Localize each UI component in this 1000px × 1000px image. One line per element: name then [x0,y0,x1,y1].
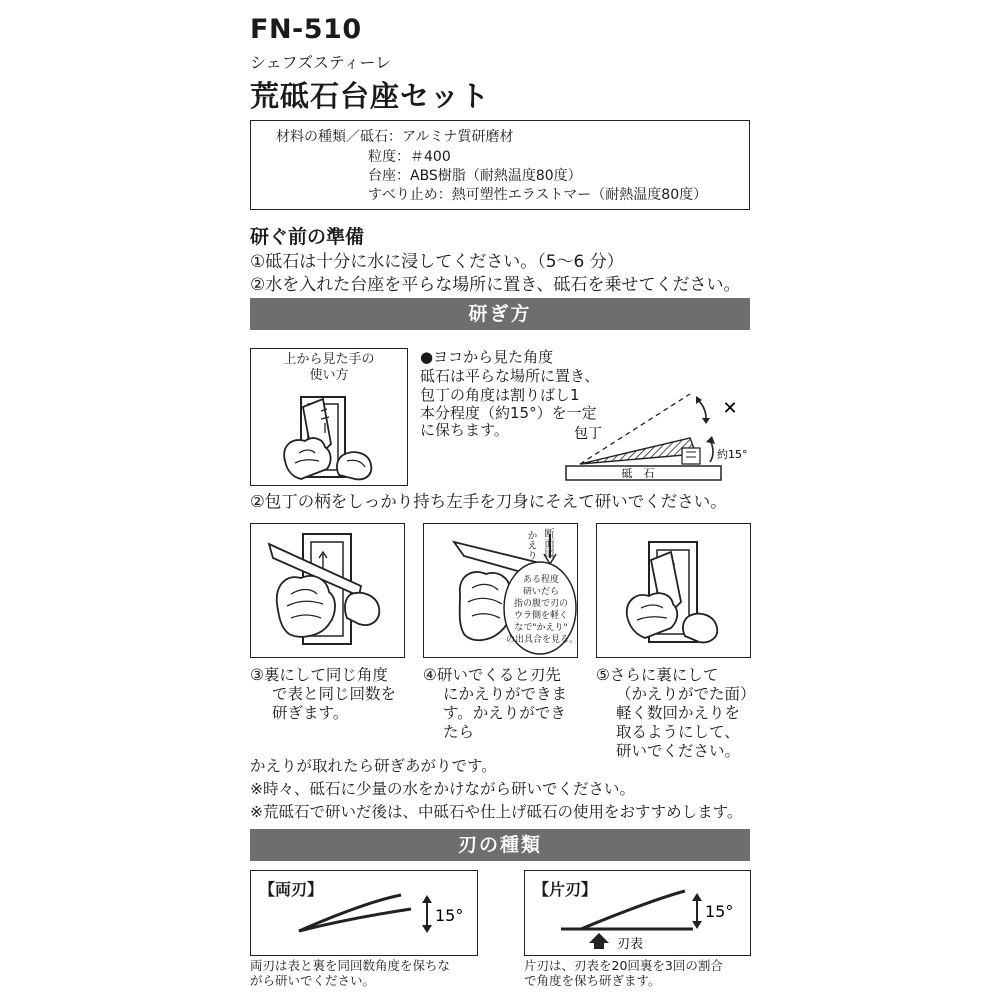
step-5-line-5: 研いでください。 [616,742,741,760]
top-view-illustration [250,348,408,486]
step-5-line-3: 軽く数回かえりを [616,704,741,722]
single-edge-desc [524,958,723,988]
side-angle-line-2: 包丁の角度は割りばし1 [420,386,580,404]
step-4-illustration [423,523,578,658]
single-edge-desc-1: 片刃は、刃表を20回裏を3回の割合 [524,958,723,973]
sharpen-step-4 [423,666,567,742]
cloud-line-3: 指の腹で刃の [513,599,568,609]
model-number: FN-510 [250,14,362,45]
top-view-caption-2: 使い方 [309,368,349,383]
step-4-line-3: す。かえりができ [443,704,566,722]
diagram-cross-mark: ✕ [722,398,738,419]
step-3-line-1: ③裏にして同じ角度 [250,666,388,684]
burr-label: かえり [525,530,536,560]
step-4-line-4: たら [443,723,475,741]
spec-grit: 粒度：＃400 [368,149,451,165]
single-edge-desc-2: で角度を保ち研ぎます。 [524,973,661,988]
series-name: シェフズスティーレ [250,53,392,72]
flip-knife-drawing [251,524,404,657]
prep-heading: 研ぐ前の準備 [250,226,365,248]
product-title: 荒砥石台座セット [250,79,491,113]
spec-base: 台座：ABS樹脂（耐熱温度80度） [368,168,582,184]
sharpen-step-2: ②包丁の柄をしっかり持ち左手を刀身にそえて研いでください。 [250,492,727,511]
step-4-line-1: ④研いでくると刃先 [423,666,561,684]
sharpen-section-bar: 研ぎ方 [250,298,750,330]
diagram-stone-label: 砥 石 [621,467,655,480]
blade-section-bar: 刃の種類 [250,829,750,861]
step-3-line-3: 研ぎます。 [272,704,349,722]
prep-step-2: ②水を入れた台座を平らな場所に置き、砥石を乗せてください。 [250,275,741,295]
side-angle-line-3: 本分程度（約15°）を一定 [420,404,597,422]
burr-check-note [506,574,579,646]
step-5-line-2: （かえりがでた面） [616,685,756,703]
single-edge-angle: 15° [705,902,734,921]
cross-section-label: 断面図 [542,528,553,558]
step-4-line-2: にかえりができま [443,685,568,703]
double-edge-desc-1: 両刃は表と裏を同回数角度を保ちな [250,958,451,973]
step-5-illustration [596,523,751,658]
spec-box [250,120,750,210]
step-3-line-2: で表と同じ回数を [272,685,397,703]
spec-material: 材料の種類／砥石：アルミナ質研磨材 [276,129,514,145]
finish-note: かえりが取れたら研ぎあがりです。 [250,757,497,775]
cloud-line-6: の出具合を見る。 [506,635,579,645]
cloud-line-5: なで"かえり" [514,623,568,633]
step-3-illustration [250,523,405,658]
double-edge-angle: 15° [435,906,464,925]
prep-step-1: ①砥石は十分に水に浸してください。（5～6 分） [250,252,624,272]
double-edge-label: 【両刃】 [259,880,324,899]
side-angle-line-1: 砥石は平らな場所に置き、 [420,367,600,385]
side-angle-line-4: に保ちます。 [420,421,509,439]
single-edge-label: 【片刃】 [533,880,598,899]
single-edge-face-label: 刃表 [617,937,644,952]
cloud-line-4: ウラ側を軽く [513,611,568,621]
hands-top-view-drawing [251,349,407,485]
double-edge-desc-2: がら研いでください。 [250,973,376,988]
cloud-line-1: ある程度 [522,575,559,585]
sharpen-step-5 [596,666,756,761]
top-view-caption-1: 上から見た手の [283,352,375,367]
next-stone-note: ※荒砥石で研いだ後は、中砥石や仕上げ砥石の使用をおすすめします。 [250,803,743,821]
double-edge-desc [250,958,450,988]
side-angle-title: ●ヨコから見た角度 [420,348,554,366]
sharpen-step-3 [250,666,396,723]
diagram-knife-label: 包丁 [574,426,602,442]
step-5-line-4: 取るようにして、 [616,723,740,741]
cloud-line-2: 研いだら [522,587,559,597]
remove-burr-drawing [597,524,750,657]
spec-non-slip: すべり止め：熱可塑性エラストマー（耐熱温度80度） [368,187,708,203]
water-note: ※時々、砥石に少量の水をかけながら研いでください。 [250,780,635,798]
double-edge-diagram [251,871,477,955]
side-angle-diagram [560,378,755,488]
single-edge-diagram [525,871,750,955]
single-edge-box [524,870,751,956]
diagram-angle-label: 約15° [717,448,748,461]
double-edge-box [250,870,478,956]
step-5-line-1: ⑤さらに裏にして [596,666,719,684]
